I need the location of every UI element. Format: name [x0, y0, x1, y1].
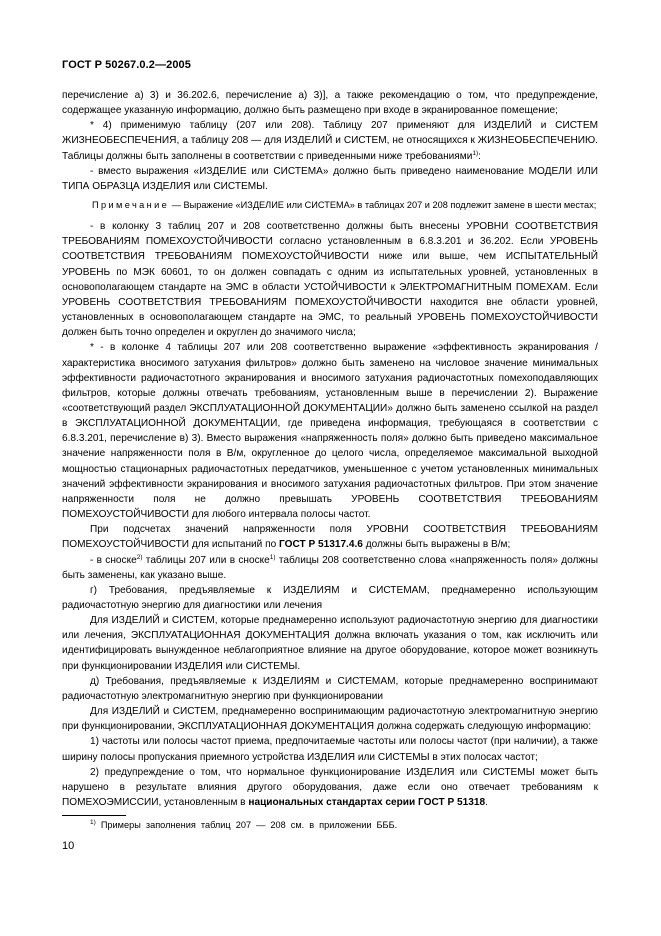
- standard-reference: национальных стандартах серии ГОСТ Р 51318: [248, 797, 486, 809]
- paragraph-9: Для ИЗДЕЛИЙ и СИСТЕМ, которые преднамеренно используют радиочастотную энергию для диагностики или лечения, ЭКСПЛУАТАЦИОННАЯ ДОКУМЕНТАЦИЯ должна включать указания о том, как исключить или идентифицировать вынужденное неблагоприятное влияние на другое оборудование, которое может возникнуть при функционировании ИЗДЕЛИЯ или СИСТЕМЫ.: [62, 615, 598, 672]
- footnote-divider: [62, 815, 126, 816]
- paragraph-7: - в сноске$^{2)}$ таблицы 207 или в сноске$^{1)}$ таблицы 208 соответственно слова «напряженность поля» должны быть заменены, как указано выше.: [62, 553, 598, 581]
- footnote: [90, 819, 397, 831]
- page-number: 10: [62, 840, 75, 852]
- paragraph-13: 2) предупреждение о том, что нормальное функционирование ИЗДЕЛИЯ или СИСТЕМЫ может быть нарушено в результате влияния другого оборудования, даже если оно отвечает требованиям к ПОМЕХОЭМИССИИ, установленным в национальных стандартах серии ГОСТ Р 51318.: [62, 766, 598, 809]
- footnote-ref: 2): [136, 553, 143, 561]
- footnote-marker: 1): [90, 819, 96, 826]
- footnote-text: Примеры заполнения таблиц 207 — 208 см. в приложении БББ.: [95, 820, 398, 830]
- document-header: ГОСТ Р 50267.0.2—2005: [62, 59, 191, 71]
- note-label: Примечание: [92, 200, 170, 211]
- paragraph-6: При подсчетах значений напряженности поля УРОВНИ СООТВЕТСТВИЯ ТРЕБОВАНИЯМ ПОМЕХОУСТОЙЧИВОСТИ для испытаний по ГОСТ Р 51317.4.6 должны быть выражены в В/м;: [62, 524, 598, 551]
- paragraph-3: - вместо выражения «ИЗДЕЛИЕ или СИСТЕМА» должно быть приведено наименование МОДЕЛИ ИЛИ ТИПА ОБРАЗЦА ИЗДЕЛИЯ или СИСТЕМЫ.: [62, 165, 598, 192]
- note-text: — Выражение «ИЗДЕЛИЕ или СИСТЕМА» в таблицах 207 и 208 подлежит замене в шести местах;: [169, 200, 597, 211]
- footnote-ref: 1): [269, 553, 276, 561]
- paragraph-8: г) Требования, предъявляемые к ИЗДЕЛИЯМ и СИСТЕМАМ, преднамеренно использующим радиочастотную энергию для диагностики или лечения: [62, 584, 598, 611]
- paragraph-12: 1) частоты или полосы частот приема, предпочитаемые частоты или полосы частот (при наличии), а также ширину полосы пропускания приемного устройства ИЗДЕЛИЯ или СИСТЕМЫ в этих полосах частот;: [62, 736, 598, 763]
- footnote-ref: 1): [472, 149, 479, 157]
- paragraph-1: перечисление а) 3) и 36.202.6, перечисление а) 3)], а также рекомендацию о том, что предупреждение, содержащее указанную информацию, должно быть размещено при входе в экранированное помещение;: [62, 90, 598, 117]
- standard-reference: ГОСТ Р 51317.4.6: [279, 539, 363, 551]
- paragraph-5: * - в колонке 4 таблицы 207 или 208 соответственно выражение «эффективность экранирования / характеристика вносимого затухания фильтров» должно быть заменено на числовое значение минимальных эффективности радиочастотного экранирования и вносимого затухания радиочастотных помехоподавляющих фильтров, которые должны отвечать требованиям, установленным выше в перечислении 2). Выражение «соответствующий раздел ЭКСПЛУАТАЦИОННОЙ ДОКУМЕНТАЦИИ» должно быть заменено ссылкой на раздел в ЭКСПЛУАТАЦИОННОЙ ДОКУМЕНТАЦИИ, где приведена информация, требующаяся в соответствии с 6.8.3.201, перечисление в) 3). Вместо выражения «напряженность поля» должно быть приведено максимальное значение напряженности поля в В/м, округленное до целого числа, определяемое максимальной выходной мощностью стационарных радиочастотных передатчиков, уменьшенное с учетом установленных минимальных значений эффективности экранирования и вносимого затухания радиочастотных фильтров. При этом значение напряженности поля не должно превышать УРОВЕНЬ СООТВЕТСТВИЯ ТРЕБОВАНИЯМ ПОМЕХОУСТОЙЧИВОСТИ для любого интервала полосы частот.: [62, 342, 598, 521]
- page-body: [62, 88, 598, 810]
- paragraph-11: Для ИЗДЕЛИЙ и СИСТЕМ, преднамеренно воспринимающим радиочастотную электромагнитную энергию при функционировании, ЭКСПЛУАТАЦИОННАЯ ДОКУМЕНТАЦИЯ должна содержать следующую информацию:: [62, 706, 598, 733]
- paragraph-2: * 4) применимую таблицу (207 или 208). Таблицу 207 применяют для ИЗДЕЛИЙ и СИСТЕМ ЖИЗНЕОБЕСПЕЧЕНИЯ, а таблицу 208 — для ИЗДЕЛИЙ и СИСТЕМ, не относящихся к ЖИЗНЕОБЕСПЕЧЕНИЮ. Таблицы должны быть заполнены в соответствии с приведенными ниже требованиями$^{1)}$:: [62, 120, 598, 162]
- paragraph-4: - в колонку 3 таблиц 207 и 208 соответственно должны быть внесены УРОВНИ СООТВЕТСТВИЯ ТРЕБОВАНИЯМ ПОМЕХОУСТОЙЧИВОСТИ согласно установленным в 6.8.3.201 и 36.202. Если УРОВЕНЬ СООТВЕТСТВИЯ ТРЕБОВАНИЯМ ПОМЕХОУСТОЙЧИВОСТИ ниже или выше, чем ИСПЫТАТЕЛЬНЫЙ УРОВЕНЬ по МЭК 60601, то он должен совпадать с одним из испытательных уровней, установленных в основополагающем стандарте на ЭМС в области УСТОЙЧИВОСТИ к ЭЛЕКТРОМАГНИТНЫМ ПОМЕХАМ. Если УРОВЕНЬ СООТВЕТСТВИЯ ТРЕБОВАНИЯМ ПОМЕХОУСТОЙЧИВОСТИ находится вне области уровней, установленных в основополагающем стандарте на ЭМС, то реальный УРОВЕНЬ ПОМЕХОУСТОЙЧИВОСТИ должен быть точно определен и округлен до значимого числа;: [62, 221, 598, 339]
- paragraph-10: д) Требования, предъявляемые к ИЗДЕЛИЯМ и СИСТЕМАМ, которые преднамеренно воспринимают радиочастотную электромагнитную энергию при функционировании: [62, 675, 598, 702]
- note: [62, 199, 598, 212]
